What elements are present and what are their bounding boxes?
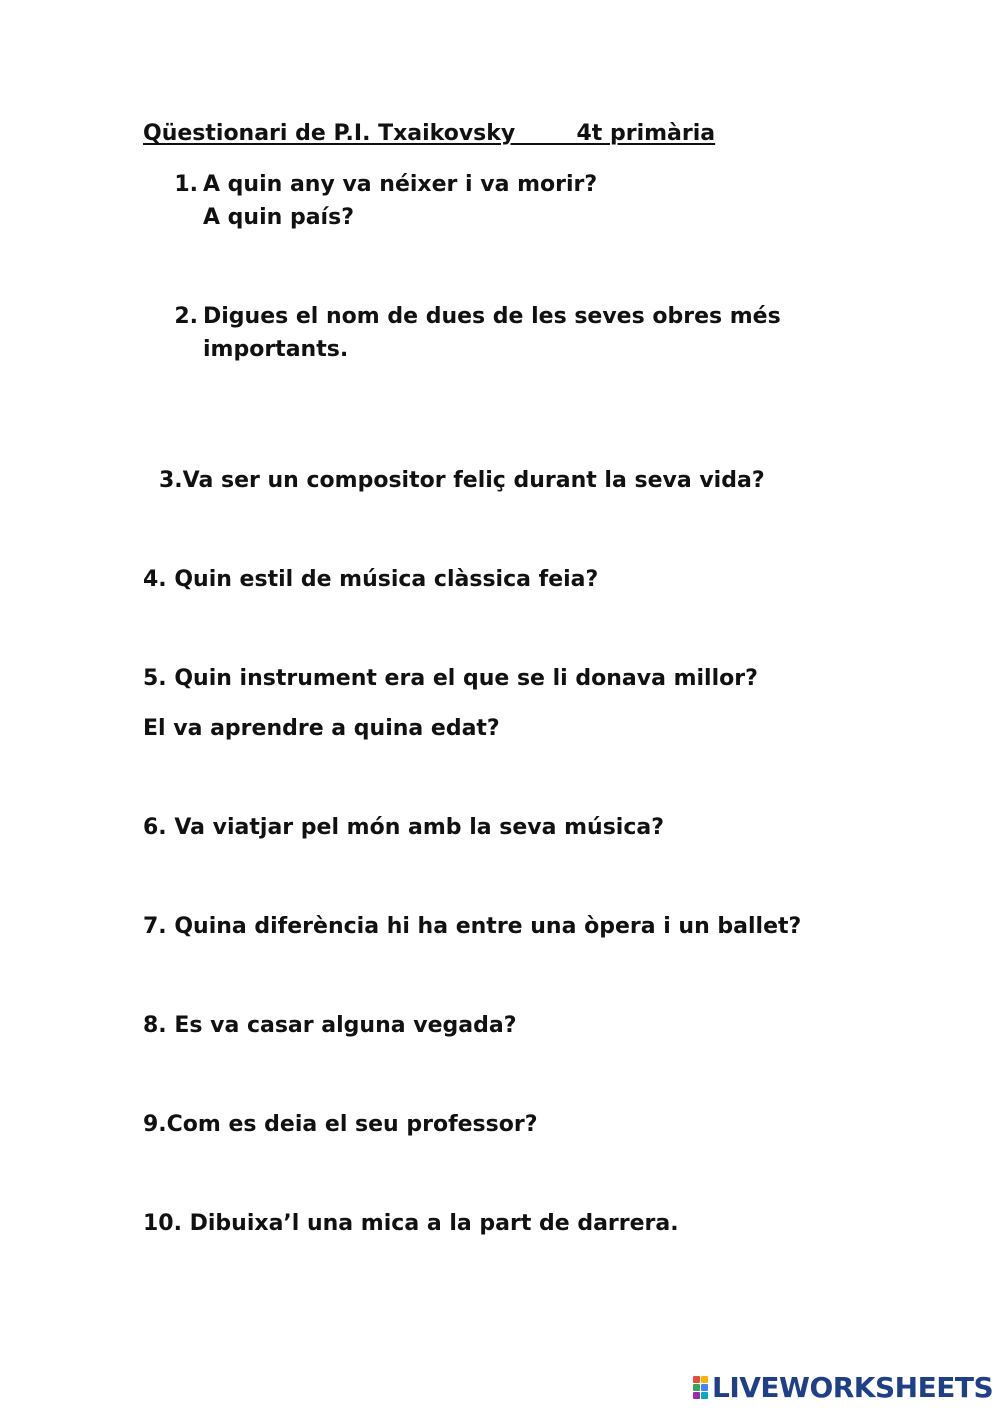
question-8-text: 8. Es va casar alguna vegada? — [143, 1013, 517, 1038]
logo-block-3 — [693, 1384, 700, 1391]
logo-block-2 — [701, 1376, 708, 1383]
question-2-text: Digues el nom de dues de les seves obres més — [203, 304, 781, 329]
question-5-text: 5. Quin instrument era el que se li donava millor? — [143, 666, 758, 691]
question-5-subtext: El va aprendre a quina edat? — [143, 716, 500, 741]
question-6-text: 6. Va viatjar pel món amb la seva música? — [143, 815, 664, 840]
logo-block-6 — [701, 1392, 708, 1399]
question-1-number: 1. — [174, 172, 198, 197]
question-1-subtext: A quin país? — [203, 205, 354, 230]
question-9-text: 9.Com es deia el seu professor? — [143, 1112, 538, 1137]
brand-name: LIVEWORKSHEETS — [712, 1371, 994, 1404]
question-2-subtext: importants. — [203, 337, 349, 362]
question-2-number: 2. — [174, 304, 198, 329]
page-title: Qüestionari de P.I. Txaikovsky 4t primària — [143, 121, 716, 146]
liveworksheets-logo[interactable] — [693, 1371, 994, 1404]
question-4-text: 4. Quin estil de música clàssica feia? — [143, 567, 599, 592]
logo-block-4 — [701, 1384, 708, 1391]
question-7-text: 7. Quina diferència hi ha entre una òpera i un ballet? — [143, 914, 802, 939]
logo-block-1 — [693, 1376, 700, 1383]
question-1-text: A quin any va néixer i va morir? — [203, 172, 598, 197]
logo-block-5 — [693, 1392, 700, 1399]
question-10-text: 10. Dibuixa’l una mica a la part de darrera. — [143, 1211, 679, 1236]
question-3-text: 3.Va ser un compositor feliç durant la seva vida? — [159, 468, 765, 493]
liveworksheets-icon — [693, 1376, 709, 1400]
